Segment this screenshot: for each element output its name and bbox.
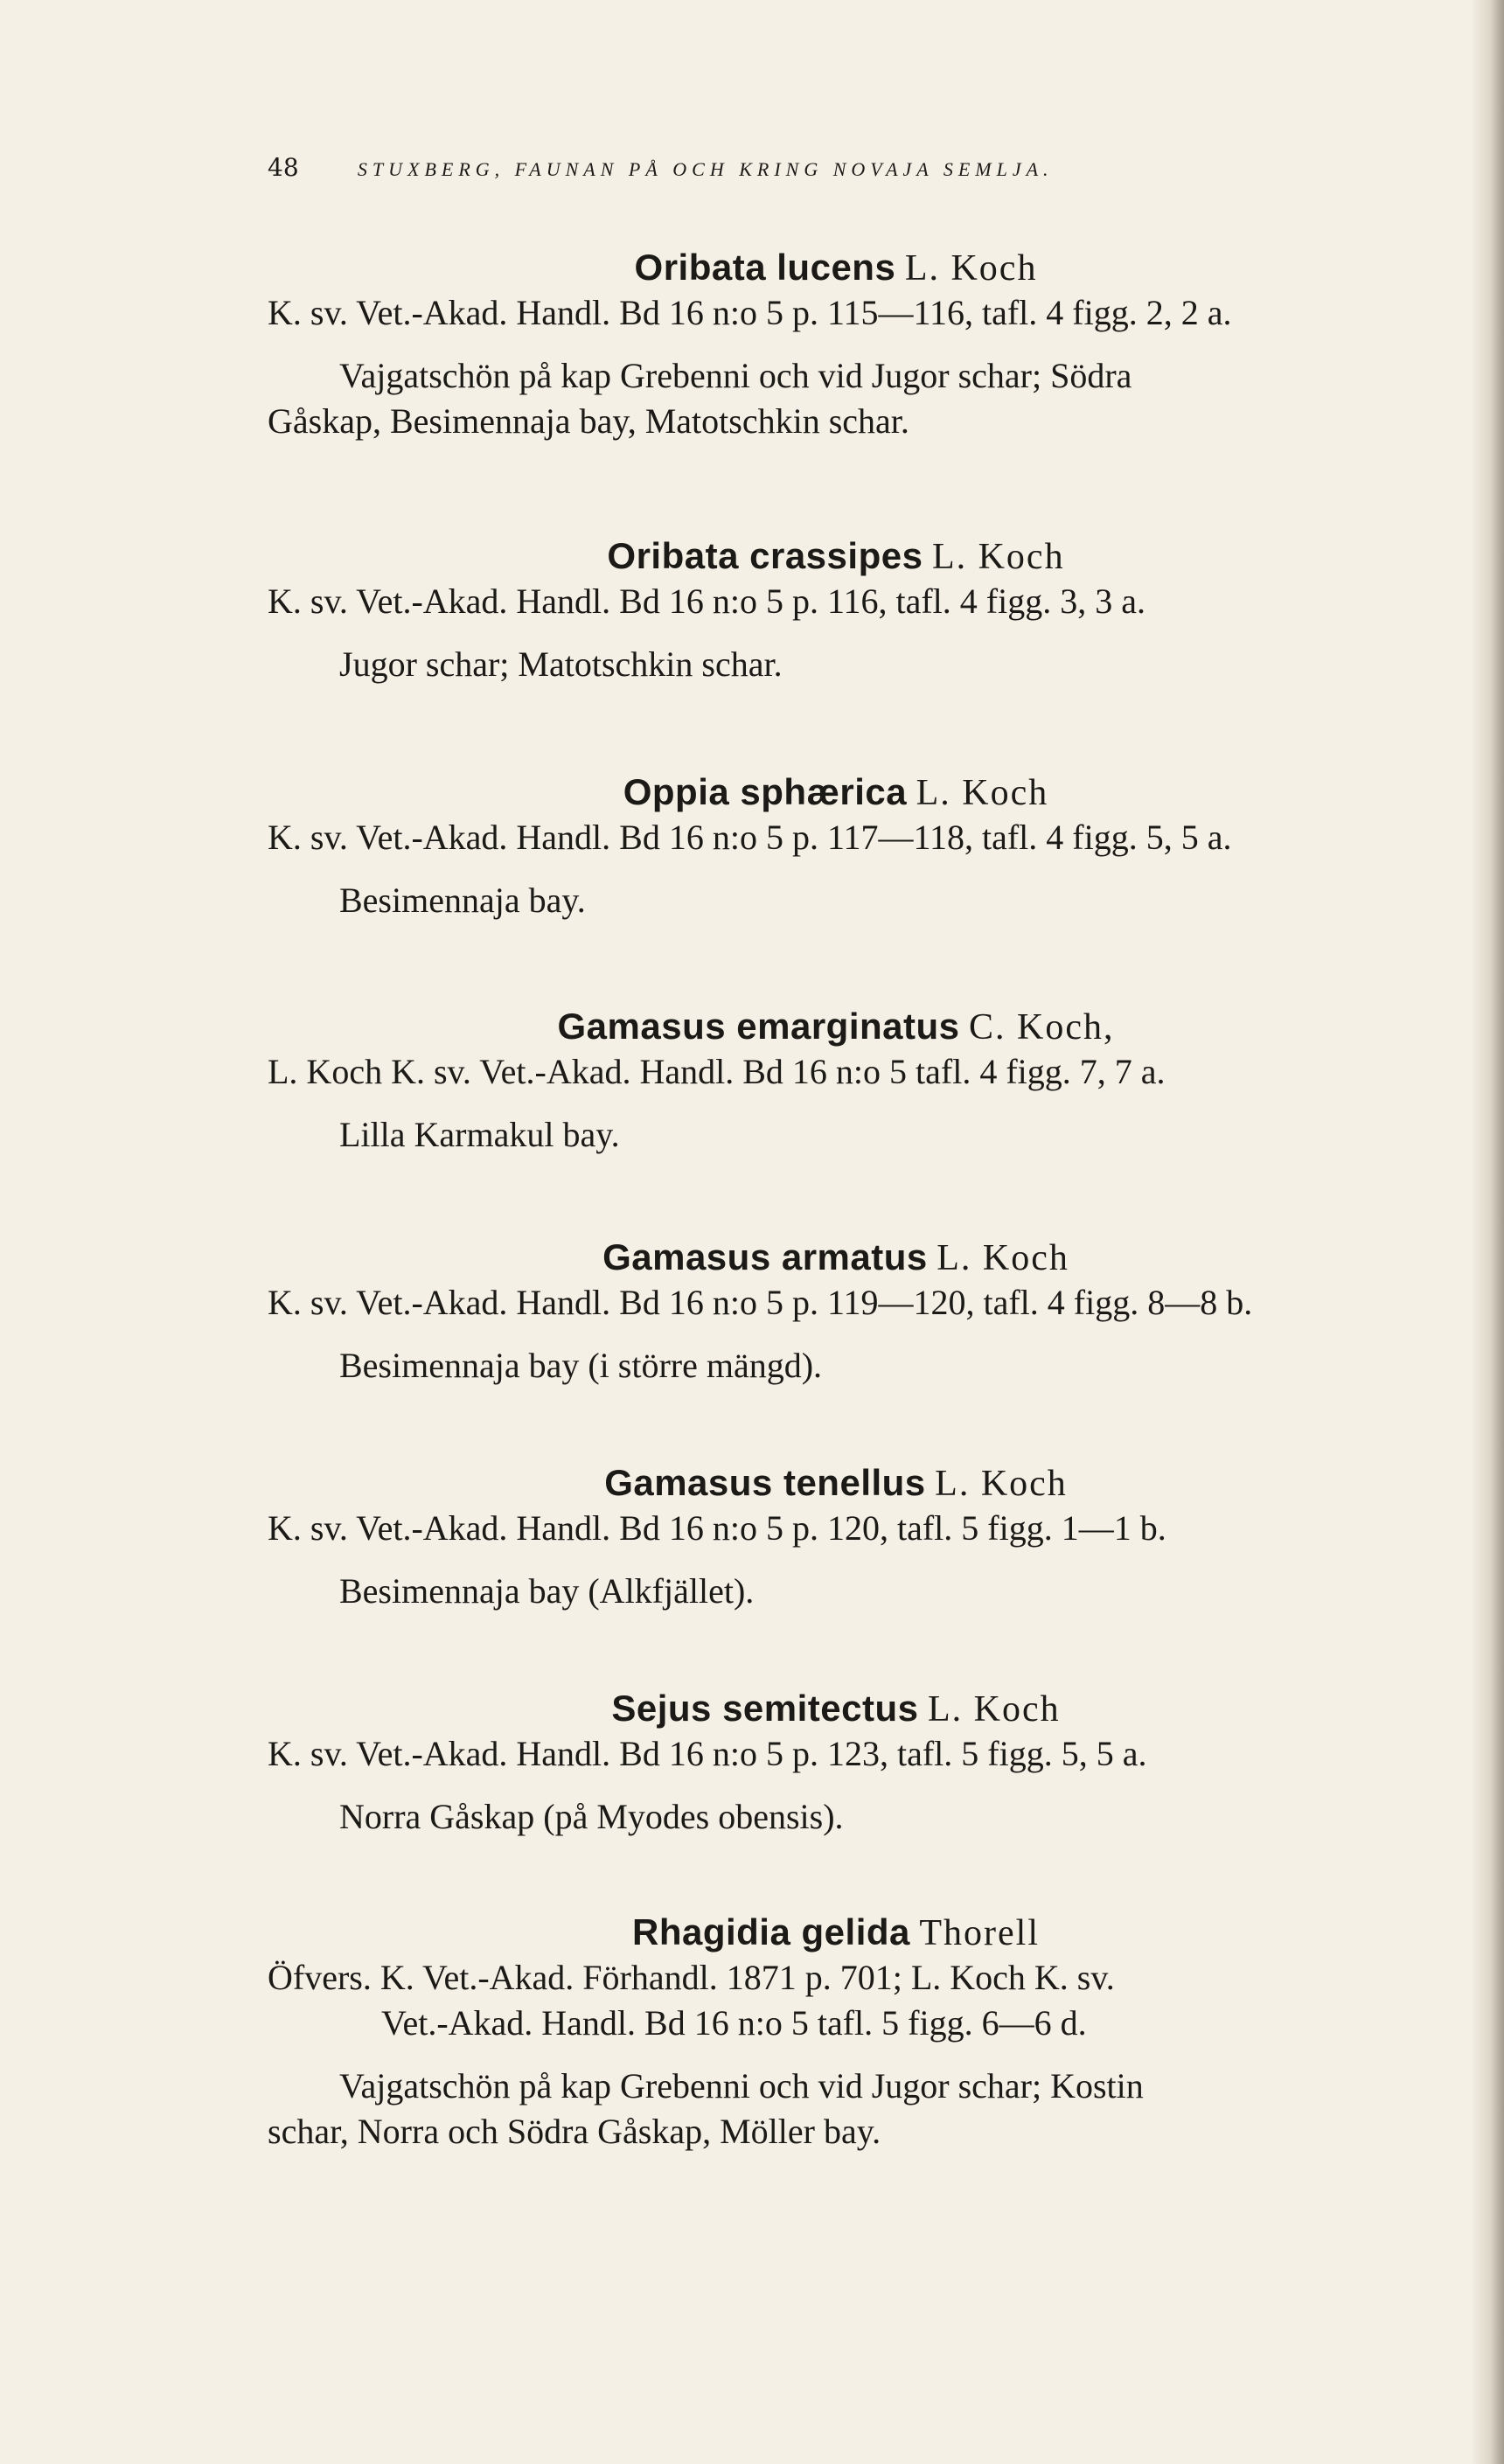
locality-line: Besimennaja bay. [339, 880, 586, 920]
locality-line: schar, Norra och Södra Gåskap, Möller bay. [268, 2112, 881, 2151]
reference-line: Vet.-Akad. Handl. Bd 16 n:o 5 tafl. 5 figg. 6—6 d. [381, 2003, 1087, 2043]
species-authority: L. Koch [935, 1464, 1068, 1504]
species-name: Gamasus armatus [602, 1236, 928, 1277]
page-number: 48 [268, 153, 299, 182]
reference-line: K. sv. Vet.-Akad. Handl. Bd 16 n:o 5 p. 116, tafl. 4 figg. 3, 3 a. [268, 581, 1145, 621]
entry-title [268, 245, 1404, 290]
entry-title [268, 769, 1404, 815]
species-authority: L. Koch [904, 248, 1038, 289]
locality-line: Besimennaja bay (Alkfjället). [339, 1571, 755, 1611]
page-edge-shadow [1471, 0, 1504, 2464]
locality-line: Vajgatschön på kap Grebenni och vid Jugor schar; Södra [339, 356, 1132, 395]
species-entry [268, 769, 1404, 923]
entry-title [268, 1235, 1404, 1280]
reference-line: Öfvers. K. Vet.-Akad. Förhandl. 1871 p. 701; L. Koch K. sv. [268, 1958, 1115, 1997]
species-entry [268, 1686, 1404, 1840]
locality-line: Besimennaja bay (i större mängd). [339, 1346, 823, 1385]
locality-line: Norra Gåskap (på Myodes obensis). [339, 1797, 844, 1836]
species-authority: L. Koch [928, 1689, 1061, 1730]
reference-line: K. sv. Vet.-Akad. Handl. Bd 16 n:o 5 p. 115—116, tafl. 4 figg. 2, 2 a. [268, 293, 1232, 332]
reference-line: K. sv. Vet.-Akad. Handl. Bd 16 n:o 5 p. 120, tafl. 5 figg. 1—1 b. [268, 1508, 1166, 1548]
species-entry [268, 1004, 1404, 1158]
entry-title [268, 1460, 1404, 1506]
species-authority: C. Koch, [969, 1007, 1115, 1048]
locality-line: Jugor schar; Matotschkin schar. [339, 644, 783, 684]
running-head [268, 149, 1317, 187]
species-name: Rhagidia gelida [631, 1911, 910, 1952]
species-authority: L. Koch [931, 537, 1065, 577]
species-name: Gamasus emarginatus [557, 1006, 960, 1047]
species-name: Oppia sphærica [623, 771, 908, 812]
entry-title [268, 1910, 1404, 1955]
species-entry [268, 245, 1404, 444]
species-name: Sejus semitectus [611, 1688, 919, 1729]
entry-title [268, 533, 1404, 579]
reference-line: K. sv. Vet.-Akad. Handl. Bd 16 n:o 5 p. 123, tafl. 5 figg. 5, 5 a. [268, 1734, 1147, 1773]
species-entry [268, 533, 1404, 687]
species-authority: L. Koch [937, 1238, 1069, 1278]
reference-line: K. sv. Vet.-Akad. Handl. Bd 16 n:o 5 p. 119—120, tafl. 4 figg. 8—8 b. [268, 1283, 1253, 1322]
locality-line: Gåskap, Besimennaja bay, Matotschkin schar. [268, 401, 909, 441]
locality-line: Lilla Karmakul bay. [339, 1115, 620, 1154]
locality-line: Vajgatschön på kap Grebenni och vid Jugor schar; Kostin [339, 2066, 1144, 2106]
entry-title [268, 1686, 1404, 1731]
entry-title [268, 1004, 1404, 1049]
species-name: Oribata crassipes [607, 535, 923, 576]
reference-line: K. sv. Vet.-Akad. Handl. Bd 16 n:o 5 p. 117—118, tafl. 4 figg. 5, 5 a. [268, 818, 1232, 857]
species-name: Gamasus tenellus [604, 1462, 926, 1503]
species-authority: Thorell [919, 1913, 1040, 1953]
reference-line: L. Koch K. sv. Vet.-Akad. Handl. Bd 16 n:o 5 tafl. 4 figg. 7, 7 a. [268, 1052, 1166, 1091]
running-title: STUXBERG, FAUNAN PÅ OCH KRING NOVAJA SEMLJA. [357, 158, 1054, 180]
species-authority: L. Koch [916, 773, 1049, 813]
species-name: Oribata lucens [634, 247, 896, 288]
species-entry [268, 1460, 1404, 1614]
species-entry [268, 1910, 1404, 2154]
species-entry [268, 1235, 1404, 1389]
